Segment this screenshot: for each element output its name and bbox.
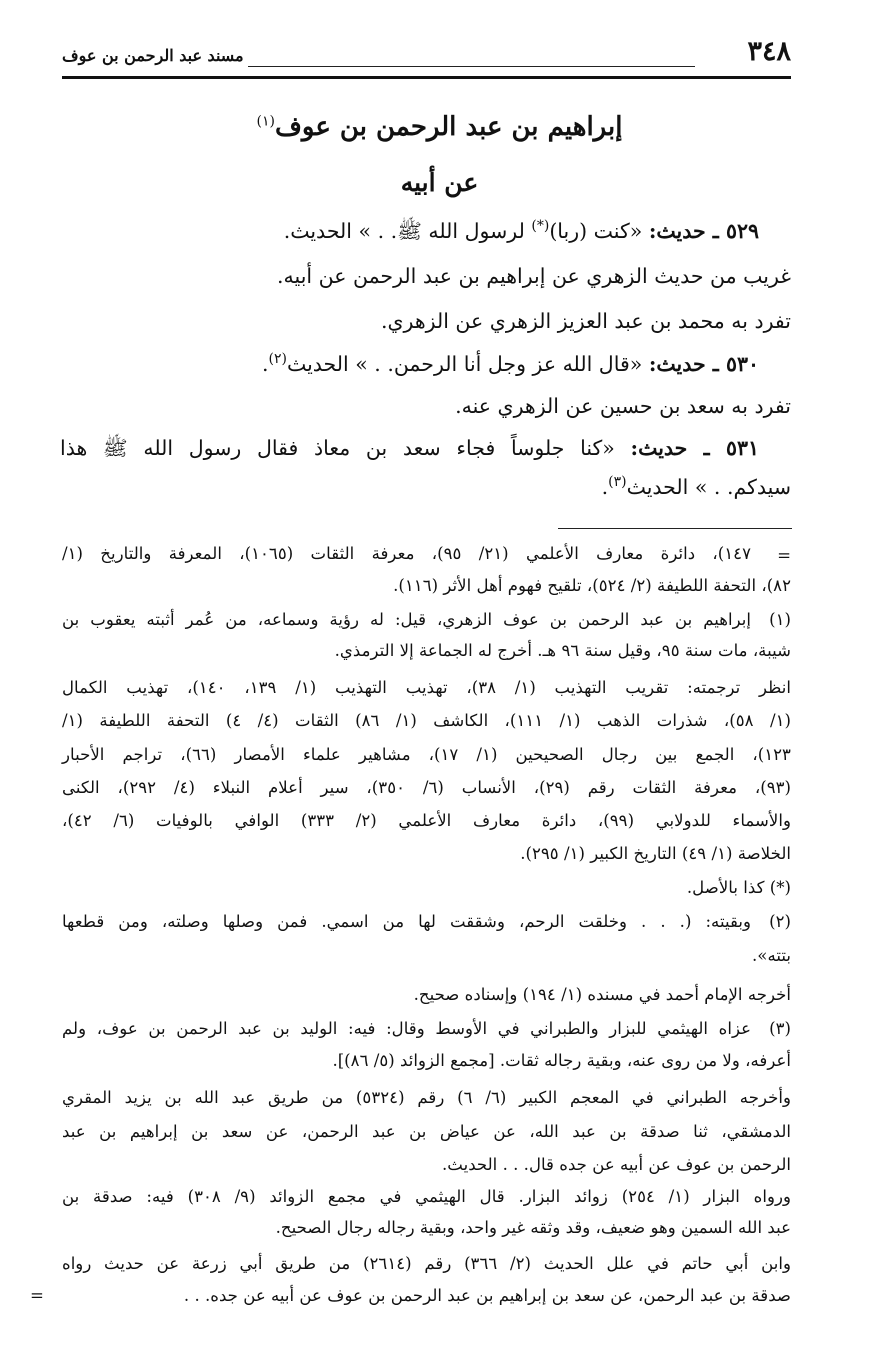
hadith-text: سيدكم. . » الحديث (626, 474, 791, 499)
footnote-line: وأخرجه الطبراني في المعجم الكبير (٦/ ٦) رقم (٥٣٢٤) من طريق عبد الله بن يزيد المقري (62, 1088, 791, 1107)
footnote-ref: (٣) (608, 474, 627, 490)
footnote-line: الخلاصة (١/ ٤٩) التاريخ الكبير (١/ ٢٩٥). (520, 844, 791, 863)
note-530: تفرد به سعد بن حسين عن الزهري عنه. (455, 394, 791, 418)
footnote-marker: (٣) (769, 1019, 791, 1038)
footnote-line: شيبة، مات سنة ٩٥، وقيل سنة ٩٦ هـ. أخرج له الجماعة إلا الترمذي. (334, 641, 791, 660)
running-title: مسند عبد الرحمن بن عوف (62, 46, 244, 65)
footnote-ref: (١) (256, 113, 275, 130)
hadith-label: ٥٣٠ ـ حديث: (648, 351, 759, 376)
footnote-line: صدقة بن عبد الرحمن، عن سعد بن إبراهيم بن عبد الرحمن بن عوف عن أبيه عن جده. . . (183, 1286, 791, 1305)
footnote-separator (558, 528, 792, 529)
footnote-line: ٨٢)، التحفة اللطيفة (٢/ ٥٢٤)، تلقيح فهوم أهل الأثر (١١٦). (393, 576, 791, 595)
footnote-marker: (٢) (769, 912, 791, 931)
footnote-line: وبقيته: (. . . وخلقت الرحم، وشققت لها من اسمي. فمن وصلها وصلته، ومن قطعها (62, 912, 751, 931)
footnote-line: الرحمن بن عوف عن أبيه عن جده قال. . . الحديث. (442, 1155, 791, 1174)
hadith-text: «قال الله عز وجل أنا الرحمن. . » الحديث (286, 351, 643, 376)
continuation-marker: = (777, 546, 791, 565)
footnote-line: إبراهيم بن عبد الرحمن بن عوف الزهري، قيل: له رؤية وسماعه، من عُمر أثبته يعقوب بن (62, 610, 751, 629)
star-note: (*) كذا بالأصل. (686, 878, 791, 897)
hadith-text: لرسول الله ﷺ. . » الحديث. (283, 218, 532, 243)
footnote-line: والأسماء للدولابي (٩٩)، دائرة معارف الأعلمي (٢/ ٣٣٣) الوافي بالوفيات (٦/ ٤٢)، (62, 811, 792, 830)
footnote-line: (١/ ٥٨)، شذرات الذهب (١/ ١١١)، الكاشف (١/ ٨٦) الثقات (٤/ ٤) التحفة اللطيفة (١/ (62, 711, 791, 730)
star-ref: (*) (531, 218, 550, 234)
hadith-label: ٥٣١ ـ حديث: (630, 436, 759, 460)
footnote-line: (٩٣)، معرفة الثقات رقم (٢٩)، الأنساب (٦/ ٣٥٠)، سير أعلام النبلاء (٤/ ٢٩٢)، الكنى (62, 778, 791, 797)
footnote-line: الدمشقي، ثنا صدقة بن عبد الله، عن عياض بن عبد الرحمن، عن سعد بن إبراهيم بن عبد (62, 1122, 791, 1141)
footnote-line: أعرفه، ولا من روى عنه، وبقية رجاله ثقات. [مجمع الزوائد (٥/ ٨٦)]. (332, 1051, 791, 1070)
footnote-line: ١٤٧)، دائرة معارف الأعلمي (٢١/ ٩٥)، معرفة الثقات (١٠٦٥)، المعرفة والتاريخ (١/ (62, 544, 751, 563)
hadith-label: ٥٢٩ ـ حديث: (648, 218, 759, 243)
footnote-line: عزاه الهيثمي للبزار والطبراني في الأوسط وقال: فيه: الوليد بن عبد الرحمن بن عوف، ولم (62, 1019, 751, 1038)
footnote-ref: (٢) (268, 351, 287, 367)
hadith-text: «كنا جلوساً فجاء سعد بن معاذ فقال رسول الله ﷺ هذا (60, 436, 615, 460)
page-number: ٣٤٨ (747, 36, 791, 67)
footnote-line: عبد الله السمين وهو ضعيف، وقد وثقه غير واحد، وبقية رجاله رجال الصحيح. (275, 1218, 791, 1237)
footnote-line: ورواه البزار (١/ ٢٥٤) زوائد البزار. قال الهيثمي في مجمع الزوائد (٩/ ٣٠٨) فيه: صدقة بن (62, 1187, 791, 1206)
hadith-text: . (601, 474, 609, 499)
footnote-line: أخرجه الإمام أحمد في مسنده (١/ ١٩٤) وإسناده صحيح. (413, 985, 791, 1004)
footnote-line: انظر ترجمته: تقريب التهذيب (١/ ٣٨)، تهذيب التهذيب (١/ ١٣٩، ١٤٠)، تهذيب الكمال (62, 678, 792, 697)
hadith-text: . (261, 351, 269, 376)
hadith-text: «كنت (ربا) (549, 218, 643, 243)
note-529-a: غريب من حديث الزهري عن إبراهيم بن عبد الرحمن عن أبيه. (277, 264, 791, 288)
hadith-529 (60, 218, 759, 249)
chapter-subtitle: عن أبيه (400, 168, 479, 197)
header-rule (62, 76, 791, 79)
page-header (62, 30, 791, 82)
footnote-line: بتته». (752, 946, 791, 965)
end-continuation-marker: = (30, 1286, 44, 1305)
hadith-531 (60, 436, 759, 466)
chapter-title-text: إبراهيم بن عبد الرحمن بن عوف (274, 112, 623, 142)
header-line (248, 66, 695, 67)
footnote-marker: (١) (769, 610, 791, 629)
footnote-line: ١٢٣)، الجمع بين رجال الصحيحين (١/ ١٧)، مشاهير علماء الأمصار (٦٦)، تراجم الأحبار (62, 745, 791, 764)
hadith-531-cont (60, 474, 791, 499)
hadith-530 (60, 351, 759, 376)
footnote-line: وابن أبي حاتم في علل الحديث (٢/ ٣٦٦) رقم (٢٦١٤) من طريق أبي زرعة عن حديث رواه (62, 1254, 791, 1273)
chapter-title (0, 112, 879, 142)
note-529-b: تفرد به محمد بن عبد العزيز الزهري عن الزهري. (380, 309, 791, 333)
